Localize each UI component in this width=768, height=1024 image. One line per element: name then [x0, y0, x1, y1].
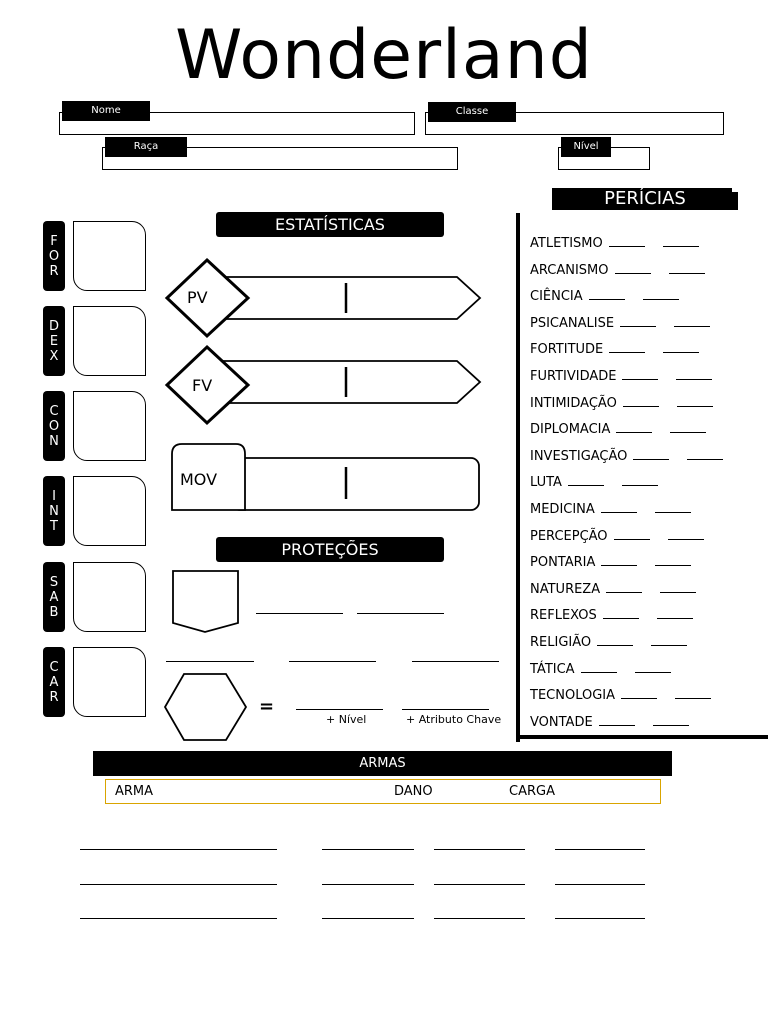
skill-blank-2[interactable] — [663, 236, 699, 247]
weapon-carga-line[interactable] — [555, 918, 645, 919]
pv-arrow[interactable] — [220, 277, 480, 319]
weapon-line-2[interactable] — [322, 884, 414, 885]
skill-name: PONTARIA — [530, 555, 596, 571]
skill-name: CIÊNCIA — [530, 289, 583, 305]
skill-name: INVESTIGAÇÃO — [530, 448, 628, 464]
skill-row — [530, 289, 679, 305]
weapon-dano-line[interactable] — [434, 884, 525, 885]
skill-blank-1[interactable] — [599, 715, 635, 726]
weapon-carga-line[interactable] — [555, 884, 645, 885]
skill-row — [530, 369, 712, 385]
weapon-dano-line[interactable] — [434, 849, 525, 850]
attribute-label-car: C A R — [43, 647, 65, 717]
skill-blank-1[interactable] — [581, 662, 617, 673]
weapons-header: ARMAS — [93, 751, 672, 776]
col-arma: ARMA — [115, 784, 154, 799]
skill-row — [530, 263, 705, 279]
skill-row — [530, 635, 687, 651]
skill-blank-2[interactable] — [635, 662, 671, 673]
skill-blank-1[interactable] — [623, 396, 659, 407]
skill-row — [530, 396, 713, 412]
weapon-name-line[interactable] — [80, 849, 277, 850]
col-dano: DANO — [394, 784, 433, 799]
skill-blank-2[interactable] — [655, 555, 691, 566]
skill-row — [530, 342, 699, 358]
skill-row — [530, 475, 658, 491]
skills-header-label: PERÍCIAS — [604, 188, 686, 209]
skill-name: FORTITUDE — [530, 342, 604, 358]
skill-blank-1[interactable] — [621, 688, 657, 699]
hexagon-icon — [165, 674, 246, 740]
attribute-label-int: I N T — [43, 476, 65, 546]
weapon-name-line[interactable] — [80, 918, 277, 919]
classe-label: Classe — [428, 102, 516, 122]
skill-blank-2[interactable] — [668, 529, 704, 540]
skill-blank-1[interactable] — [609, 342, 645, 353]
skill-row — [530, 236, 699, 252]
weapon-dano-line[interactable] — [434, 918, 525, 919]
skill-blank-2[interactable] — [653, 715, 689, 726]
skill-blank-2[interactable] — [675, 688, 711, 699]
nivel-line[interactable] — [296, 709, 383, 710]
skill-blank-2[interactable] — [676, 369, 712, 380]
skill-name: VONTADE — [530, 714, 593, 730]
skill-name: INTIMIDAÇÃO — [530, 395, 617, 411]
mov-label: MOV — [180, 470, 218, 489]
skill-name: ARCANISMO — [530, 262, 609, 278]
skill-name: TÁTICA — [530, 661, 575, 677]
skill-row — [530, 608, 693, 624]
skill-name: TECNOLOGIA — [530, 688, 616, 704]
skill-blank-1[interactable] — [620, 316, 656, 327]
skill-row — [530, 582, 696, 598]
weapons-column-header — [105, 779, 661, 804]
nome-label: Nome — [62, 101, 150, 121]
fv-label: FV — [192, 376, 213, 395]
skill-name: PSICANALISE — [530, 315, 615, 331]
skill-name: ATLETISMO — [530, 236, 603, 251]
skill-blank-1[interactable] — [616, 422, 652, 433]
skill-blank-2[interactable] — [670, 422, 706, 433]
skill-blank-2[interactable] — [643, 289, 679, 300]
skill-row — [530, 688, 711, 704]
skill-row — [530, 662, 671, 678]
skill-blank-1[interactable] — [601, 502, 637, 513]
pv-label: PV — [187, 288, 208, 307]
skill-blank-2[interactable] — [660, 582, 696, 593]
shield-icon — [173, 571, 238, 632]
skill-blank-1[interactable] — [597, 635, 633, 646]
skill-row — [530, 502, 691, 518]
skill-blank-1[interactable] — [606, 582, 642, 593]
skill-blank-1[interactable] — [622, 369, 658, 380]
skill-blank-2[interactable] — [657, 608, 693, 619]
skill-name: LUTA — [530, 475, 562, 491]
attribute-label-for: F O R — [43, 221, 65, 291]
skill-blank-1[interactable] — [615, 263, 651, 274]
atributo-line[interactable] — [402, 709, 489, 710]
skill-blank-1[interactable] — [603, 608, 639, 619]
skill-blank-2[interactable] — [651, 635, 687, 646]
skill-name: MEDICINA — [530, 502, 595, 517]
protection-line-1[interactable] — [166, 661, 254, 662]
weapon-name-line[interactable] — [80, 884, 277, 885]
skill-blank-2[interactable] — [674, 316, 710, 327]
skill-name: NATUREZA — [530, 581, 601, 597]
stats-header: ESTATÍSTICAS — [216, 212, 444, 237]
skill-row — [530, 715, 689, 731]
skill-blank-2[interactable] — [663, 342, 699, 353]
raca-label: Raça — [105, 137, 187, 157]
protections-header: PROTEÇÕES — [216, 537, 444, 562]
nivel-label: Nível — [561, 137, 611, 157]
col-carga: CARGA — [509, 784, 555, 799]
skill-row — [530, 316, 710, 332]
skill-blank-1[interactable] — [614, 529, 650, 540]
skill-blank-1[interactable] — [589, 289, 625, 300]
skill-blank-1[interactable] — [609, 236, 645, 247]
skill-blank-2[interactable] — [655, 502, 691, 513]
skill-row — [530, 422, 706, 438]
protection-line-3[interactable] — [412, 661, 499, 662]
skill-blank-2[interactable] — [669, 263, 705, 274]
skill-row — [530, 529, 704, 545]
weapon-carga-line[interactable] — [555, 849, 645, 850]
skill-name: PERCEPÇÃO — [530, 528, 608, 544]
skill-blank-1[interactable] — [633, 449, 669, 460]
shield-value-line-2[interactable] — [357, 613, 444, 614]
weapon-line-2[interactable] — [322, 918, 414, 919]
shield-value-line-1[interactable] — [256, 613, 343, 614]
skill-blank-1[interactable] — [568, 475, 604, 486]
fv-arrow[interactable] — [220, 361, 480, 403]
protection-line-2[interactable] — [289, 661, 376, 662]
attribute-label-con: C O N — [43, 391, 65, 461]
skill-name: DIPLOMACIA — [530, 422, 611, 438]
skill-blank-2[interactable] — [677, 396, 713, 407]
attribute-label-dex: D E X — [43, 306, 65, 376]
skill-row — [530, 449, 723, 465]
skill-blank-2[interactable] — [687, 449, 723, 460]
skill-name: REFLEXOS — [530, 608, 597, 624]
sheet-title: Wonderland — [175, 16, 593, 95]
skill-name: FURTIVIDADE — [530, 369, 617, 384]
attribute-label-sab: S A B — [43, 562, 65, 632]
skill-row — [530, 555, 691, 571]
equals-sign: = — [259, 696, 275, 717]
skill-blank-1[interactable] — [601, 555, 637, 566]
skill-name: RELIGIÃO — [530, 635, 592, 650]
weapon-line-2[interactable] — [322, 849, 414, 850]
skill-blank-2[interactable] — [622, 475, 658, 486]
atributo-caption: + Atributo Chave — [406, 713, 502, 726]
mov-box[interactable] — [232, 458, 479, 510]
nivel-caption: + Nível — [326, 713, 367, 726]
